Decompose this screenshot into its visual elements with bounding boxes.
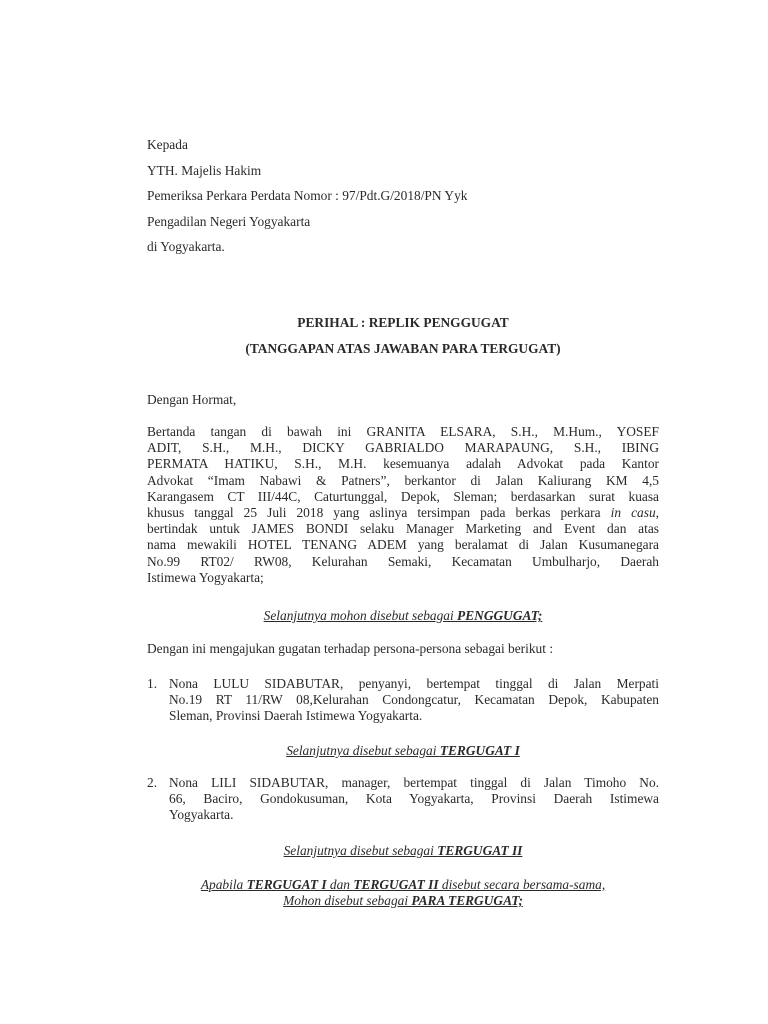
- defendant-1-number: 1.: [147, 676, 158, 691]
- subject-subtitle: (TANGGAPAN ATAS JAWABAN PARA TERGUGAT): [245, 341, 561, 356]
- designation-tergugat-1: [147, 743, 659, 759]
- joint-text: disebut secara bersama-sama,: [438, 877, 606, 892]
- defendant-line: Nona LILI SIDABUTAR, manager, bertempat tinggal di Jalan Timoho No.: [169, 775, 659, 790]
- joint-term-tergugat-1: TERGUGAT I: [246, 877, 327, 892]
- in-casu-tail: ,: [655, 505, 659, 521]
- defendant-line: Sleman, Provinsi Daerah Istimewa Yogyakarta.: [169, 708, 423, 724]
- defendant-1-details: [169, 676, 659, 725]
- intro-line: Advokat “Imam Nabawi & Patners”, berkantor di Jalan Kaliurang KM 4,5: [147, 472, 659, 488]
- designation-prefix: Selanjutnya disebut sebagai: [286, 743, 440, 758]
- address-line-case-number: Pemeriksa Perkara Perdata Nomor : 97/Pdt.G/2018/PN Yyk: [147, 188, 468, 203]
- lawsuit-intro: Dengan ini mengajukan gugatan terhadap persona-persona sebagai berikut :: [147, 641, 554, 656]
- designation-tergugat-2: [147, 843, 659, 859]
- designation-term: PENGGUGAT;: [457, 608, 543, 623]
- intro-line: No.99 RT02/ RW08, Kelurahan Semaki, Kecamatan Umbulharjo, Daerah: [147, 553, 659, 569]
- designation-term: TERGUGAT I: [439, 743, 520, 758]
- defendant-line: 66, Baciro, Gondokusuman, Kota Yogyakarta, Provinsi Daerah Istimewa: [169, 791, 659, 807]
- defendant-2-number: 2.: [147, 775, 158, 790]
- address-line-court: Pengadilan Negeri Yogyakarta: [147, 214, 311, 229]
- address-line-city: di Yogyakarta.: [147, 239, 225, 254]
- joint-term-tergugat-2: TERGUGAT II: [353, 877, 439, 892]
- intro-line: Karangasem CT III/44C, Caturtunggal, Depok, Sleman; berdasarkan surat kuasa: [147, 488, 659, 504]
- designation-prefix: Selanjutnya disebut sebagai: [283, 843, 438, 858]
- subject-line: PERIHAL : REPLIK PENGGUGAT: [297, 315, 509, 330]
- intro-line: nama mewakili HOTEL TENANG ADEM yang beralamat di Jalan Kusumanegara: [147, 537, 659, 553]
- greeting: Dengan Hormat,: [147, 392, 237, 407]
- joint-term-para-tergugat: PARA TERGUGAT;: [411, 893, 523, 908]
- joint-designation-line-2: [147, 893, 659, 909]
- designation-penggugat: [147, 608, 659, 624]
- joint-text: Apabila: [200, 877, 247, 892]
- designation-prefix: Selanjutnya mohon disebut sebagai: [263, 608, 458, 623]
- defendant-line: No.19 RT 11/RW 08,Kelurahan Condongcatur, Kecamatan Depok, Kabupaten: [169, 692, 659, 708]
- defendant-line: Yogyakarta.: [169, 807, 234, 823]
- in-casu-term: in casu: [610, 505, 656, 521]
- intro-line-with-in-casu: [147, 505, 659, 521]
- intro-line-text: khusus tanggal 25 Juli 2018 yang aslinya tersimpan pada berkas perkara: [147, 505, 601, 521]
- designation-term: TERGUGAT II: [437, 843, 523, 858]
- intro-line: bertindak untuk JAMES BONDI selaku Manager Marketing and Event dan atas: [147, 521, 659, 537]
- intro-line: PERMATA HATIKU, S.H., M.H. kesemuanya adalah Advokat pada Kantor: [147, 456, 659, 472]
- joint-text: Mohon disebut sebagai: [283, 893, 412, 908]
- intro-line: Istimewa Yogyakarta;: [147, 569, 264, 585]
- intro-paragraph: [147, 424, 659, 586]
- intro-line: Bertanda tangan di bawah ini GRANITA ELSARA, S.H., M.Hum., YOSEF: [147, 424, 659, 439]
- joint-text: dan: [326, 877, 354, 892]
- joint-designation-line-1: [147, 877, 659, 893]
- address-to: Kepada: [147, 137, 188, 152]
- defendant-2-details: [169, 775, 659, 824]
- defendant-line: Nona LULU SIDABUTAR, penyanyi, bertempat tinggal di Jalan Merpati: [169, 676, 659, 691]
- address-line-judges: YTH. Majelis Hakim: [147, 163, 262, 178]
- intro-line: ADIT, S.H., M.H., DICKY GABRIALDO MARAPAUNG, S.H., IBING: [147, 440, 659, 456]
